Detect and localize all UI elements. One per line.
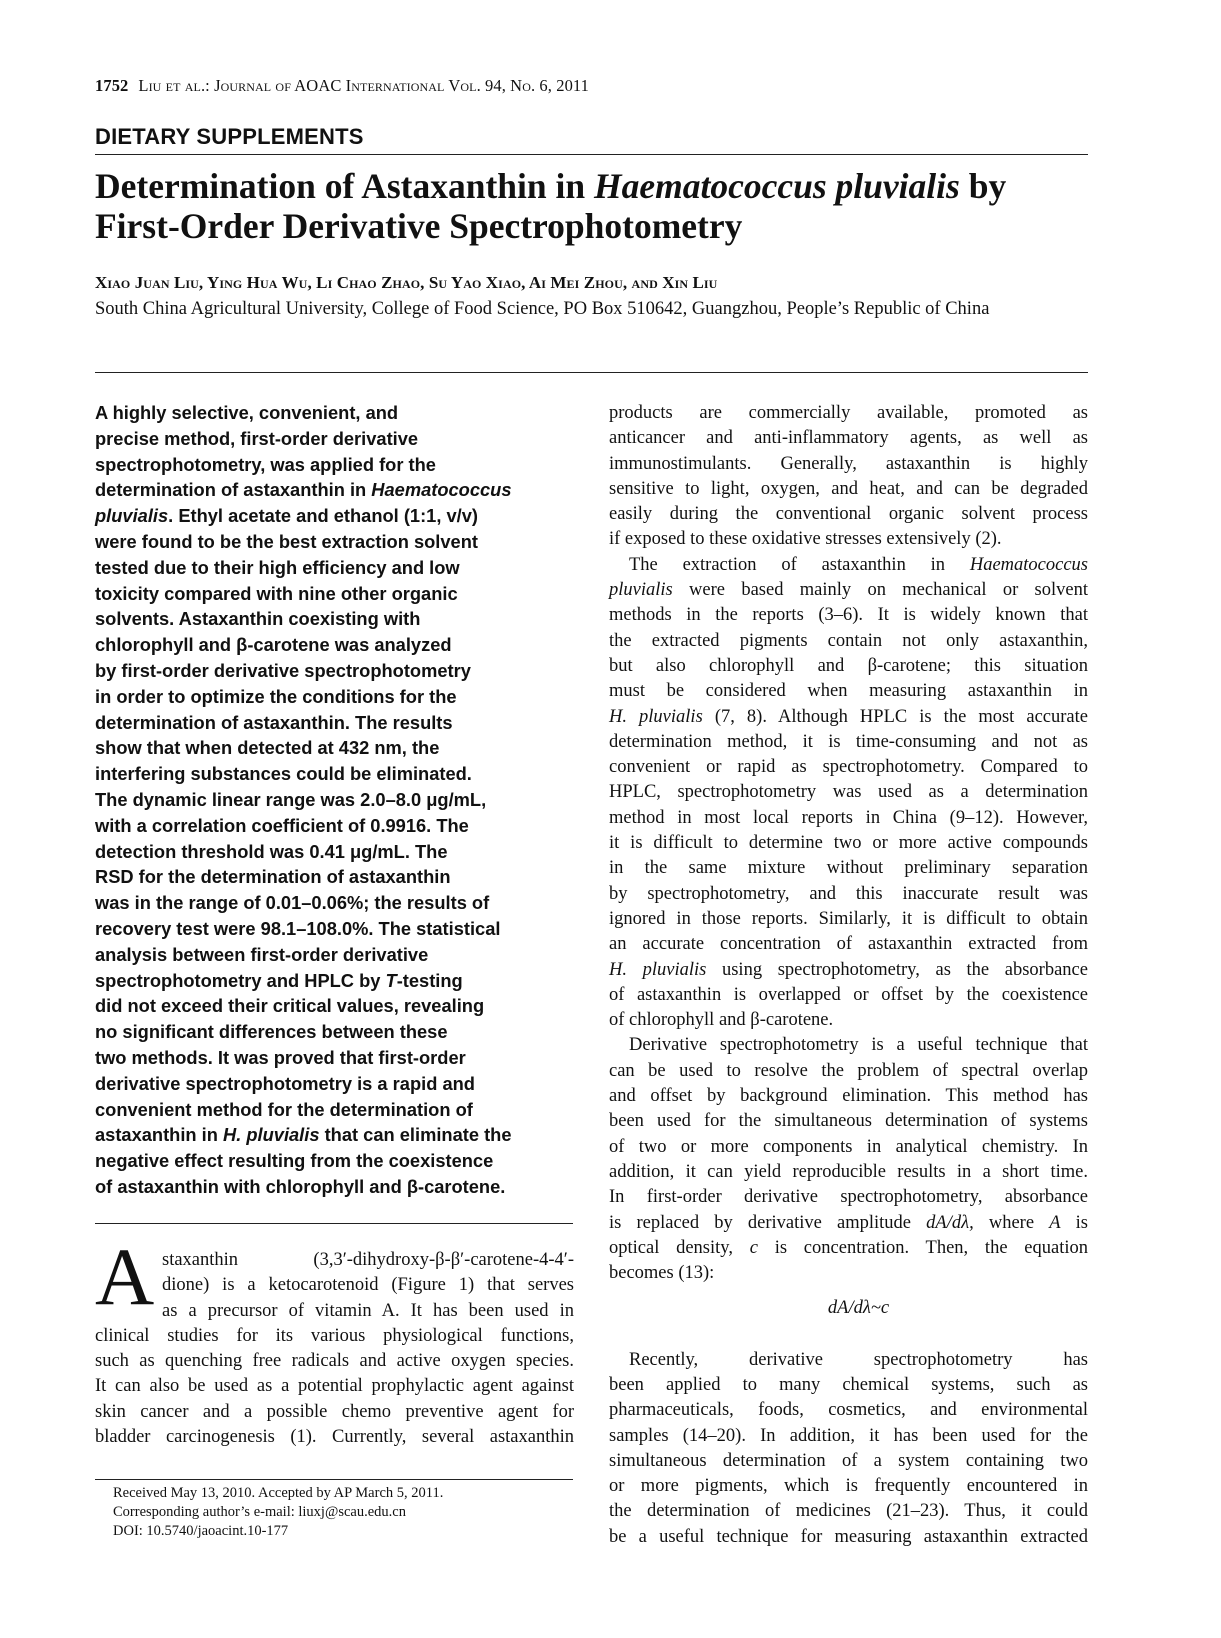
corresponding-email: Corresponding author’s e-mail: liuxj@scau.edu.cn [113, 1504, 406, 1520]
body-line: it is difficult to determine two or more active compounds [609, 833, 1088, 854]
body-line: pharmaceuticals, foods, cosmetics, and environmental [609, 1400, 1088, 1421]
running-head [95, 76, 589, 96]
abstract [95, 400, 575, 1200]
abstract-line: two methods. It was proved that first-order [95, 1046, 466, 1068]
body-line [609, 553, 1088, 578]
body-line: the determination of medicines (21–23). Thus, it could [609, 1501, 1088, 1522]
body-italic: H. pluvialis [609, 706, 703, 727]
author-list: Xiao Juan Liu, Ying Hua Wu, Li Chao Zhao, Su Yao Xiao, Ai Mei Zhou, and Xin Liu [95, 273, 718, 292]
abstract-line: were found to be the best extraction solvent [95, 530, 478, 552]
equation: dA/dλ~c [827, 1298, 890, 1319]
abstract-line: recovery test were 98.1–108.0%. The statistical [95, 917, 501, 939]
intro-paragraph [95, 1248, 574, 1450]
abstract-line: was in the range of 0.01–0.06%; the results of [95, 892, 490, 914]
body-line [609, 958, 1088, 983]
abstract-text: that can eliminate the [319, 1124, 512, 1146]
body-italic: pluvialis [609, 580, 673, 601]
page-number: 1752 [95, 76, 129, 95]
abstract-line: of astaxanthin with chlorophyll and β-carotene. [95, 1175, 506, 1197]
abstract-line: analysis between first-order derivative [95, 943, 429, 965]
abstract-line: did not exceed their critical values, revealing [95, 995, 485, 1017]
body-line: convenient or rapid as spectrophotometry. Compared to [609, 757, 1088, 778]
abstract-line [95, 477, 575, 503]
abstract-line: RSD for the determination of astaxanthin [95, 866, 451, 888]
abstract-line: toxicity compared with nine other organic [95, 582, 458, 604]
body-line: products are commercially available, promoted as [609, 403, 1088, 423]
abstract-rule [95, 1223, 573, 1224]
body-line: methods in the reports (3–6). It is widely known that [609, 605, 1088, 626]
abstract-line: derivative spectrophotometry is a rapid and [95, 1072, 475, 1094]
intro-line: staxanthin (3,3′-dihydroxy-β-β′-carotene-4-4′- [162, 1250, 574, 1270]
body-text: is replaced by derivative amplitude [609, 1212, 927, 1233]
abstract-line: A highly selective, convenient, and [95, 402, 399, 423]
abstract-line: precise method, first-order derivative [95, 427, 419, 449]
body-line: but also chlorophyll and β-carotene; this situation [609, 655, 1088, 676]
intro-line: skin cancer and a possible chemo preventive agent for [95, 1401, 574, 1422]
footnote-rule [95, 1479, 573, 1480]
body-italic: A [1049, 1212, 1061, 1233]
body-text: were based mainly on mechanical or solvent [672, 580, 1088, 601]
abstract-line: no significant differences between these [95, 1021, 448, 1043]
intro-line: such as quenching free radicals and active oxygen species. [95, 1351, 574, 1372]
body-text: where [973, 1212, 1050, 1233]
body-line: easily during the conventional organic solvent process [609, 504, 1088, 525]
abstract-line: interfering substances could be eliminated. [95, 763, 472, 785]
body-line: and offset by background elimination. This method has [609, 1086, 1088, 1107]
body-line: In first-order derivative spectrophotometry, absorbance [609, 1187, 1088, 1208]
body-text: is [1060, 1212, 1088, 1233]
body-italic: c [749, 1237, 758, 1258]
received-date: Received May 13, 2010. Accepted by AP March 5, 2011. [113, 1485, 444, 1501]
abstract-text: astaxanthin in [95, 1124, 223, 1146]
abstract-text: determination of astaxanthin in [95, 479, 372, 501]
body-line: anticancer and anti-inflammatory agents, as well as [609, 428, 1088, 449]
body-line: HPLC, spectrophotometry was used as a determination [609, 782, 1088, 803]
section-label: DIETARY SUPPLEMENTS [95, 124, 364, 149]
body-line: by spectrophotometry, and this inaccurate result was [609, 883, 1088, 904]
intro-line: clinical studies for its various physiological functions, [95, 1325, 574, 1346]
abstract-italic: H. pluvialis [223, 1124, 320, 1146]
body-text: (7, 8). Although HPLC is the most accurate [702, 706, 1088, 727]
body-italic: dA/dλ, [926, 1212, 974, 1233]
body-text: using spectrophotometry, as the absorbance [706, 959, 1088, 980]
article-title [95, 166, 1095, 246]
abstract-italic: T [385, 969, 397, 991]
abstract-line: negative effect resulting from the coexistence [95, 1150, 494, 1172]
intro-line: as a precursor of vitamin A. It has been used in [162, 1300, 574, 1321]
body-line: immunostimulants. Generally, astaxanthin is highly [609, 453, 1088, 474]
body-line: the extracted pigments contain not only astaxanthin, [609, 630, 1088, 651]
abstract-italic: pluvialis [95, 505, 169, 527]
abstract-line: tested due to their high efficiency and low [95, 556, 460, 578]
body-line: simultaneous determination of a system containing two [609, 1450, 1088, 1471]
abstract-text: -testing [396, 969, 463, 991]
footnote [113, 1484, 443, 1541]
body-line [609, 1236, 1088, 1261]
body-line: been used for the simultaneous determination of systems [609, 1111, 1088, 1132]
abstract-line [95, 1122, 575, 1148]
body-line: an accurate concentration of astaxanthin extracted from [609, 934, 1088, 955]
abstract-line [95, 968, 575, 994]
running-title: Liu et al.: Journal of AOAC International Vol. 94, No. 6, 2011 [138, 76, 590, 95]
abstract-line: convenient method for the determination of [95, 1098, 473, 1120]
body-line: been applied to many chemical systems, such as [609, 1374, 1088, 1395]
right-column [609, 401, 1088, 1550]
body-italic: H. pluvialis [609, 959, 707, 980]
abstract-line: spectrophotometry, was applied for the [95, 453, 436, 475]
body-text: optical density, [609, 1237, 750, 1258]
abstract-line: with a correlation coefficient of 0.9916. The [95, 814, 469, 836]
affiliation: South China Agricultural University, College of Food Science, PO Box 510642, Guangzhou, People’s Republic of China [95, 299, 990, 319]
abstract-line: show that when detected at 432 nm, the [95, 737, 440, 759]
body-line: if exposed to these oxidative stresses extensively (2). [609, 529, 1002, 550]
title-species: Haematococcus pluvialis [594, 166, 960, 206]
intro-line: dione) is a ketocarotenoid (Figure 1) that serves [162, 1275, 574, 1296]
abstract-text: spectrophotometry and HPLC by [95, 969, 386, 991]
body-line: of astaxanthin is overlapped or offset by the coexistence [609, 984, 1088, 1005]
abstract-italic: Haematococcus [371, 479, 512, 501]
body-text: The extraction of astaxanthin in [629, 554, 970, 575]
body-line: Recently, derivative spectrophotometry has [629, 1349, 1088, 1370]
abstract-line: by first-order derivative spectrophotometry [95, 659, 471, 681]
body-line: addition, it can yield reproducible results in a short time. [609, 1161, 1088, 1182]
abstract-line: determination of astaxanthin. The results [95, 711, 453, 733]
abstract-line: The dynamic linear range was 2.0–8.0 μg/mL, [95, 788, 487, 810]
title-part2: by First-Order Derivative Spectrophotometry [95, 166, 1007, 246]
body-line [609, 1211, 1088, 1236]
body-line: becomes (13): [609, 1263, 715, 1284]
body-line: must be considered when measuring astaxanthin in [609, 681, 1088, 702]
intro-line: It can also be used as a potential prophylactic agent against [95, 1376, 574, 1397]
body-line: or more pigments, which is frequently encountered in [609, 1476, 1088, 1497]
body-line: of chlorophyll and β-carotene. [609, 1010, 834, 1031]
body-line: can be used to resolve the problem of spectral overlap [609, 1060, 1088, 1081]
body-text: is concentration. Then, the equation [757, 1237, 1088, 1258]
abstract-text: . Ethyl acetate and ethanol (1:1, v/v) [168, 505, 479, 527]
body-line: Derivative spectrophotometry is a useful technique that [629, 1035, 1088, 1056]
body-line: of two or more components in analytical chemistry. In [609, 1136, 1088, 1157]
title-rule [95, 372, 1088, 373]
header-rule [95, 154, 1088, 155]
drop-cap: A [95, 1231, 155, 1322]
body-line: method in most local reports in China (9–12). However, [609, 807, 1088, 828]
body-line: be a useful technique for measuring astaxanthin extracted [609, 1526, 1088, 1547]
abstract-line: solvents. Astaxanthin coexisting with [95, 608, 421, 630]
body-line: ignored in those reports. Similarly, it is difficult to obtain [609, 908, 1088, 929]
abstract-line: detection threshold was 0.41 μg/mL. The [95, 840, 448, 862]
body-line [609, 578, 1088, 603]
title-part1: Determination of Astaxanthin in [95, 166, 594, 206]
body-line: samples (14–20). In addition, it has been used for the [609, 1425, 1088, 1446]
body-line: determination method, it is time-consuming and not as [609, 731, 1088, 752]
doi: DOI: 10.5740/jaoacint.10-177 [113, 1523, 289, 1539]
abstract-line: chlorophyll and β-carotene was analyzed [95, 634, 452, 656]
body-italic: Haematococcus [969, 554, 1088, 575]
body-line: sensitive to light, oxygen, and heat, and can be degraded [609, 478, 1088, 499]
abstract-line: in order to optimize the conditions for the [95, 685, 457, 707]
body-line [609, 705, 1088, 730]
intro-line: bladder carcinogenesis (1). Currently, several astaxanthin [95, 1427, 574, 1448]
body-line: in the same mixture without preliminary separation [609, 858, 1088, 879]
abstract-line [95, 503, 575, 529]
